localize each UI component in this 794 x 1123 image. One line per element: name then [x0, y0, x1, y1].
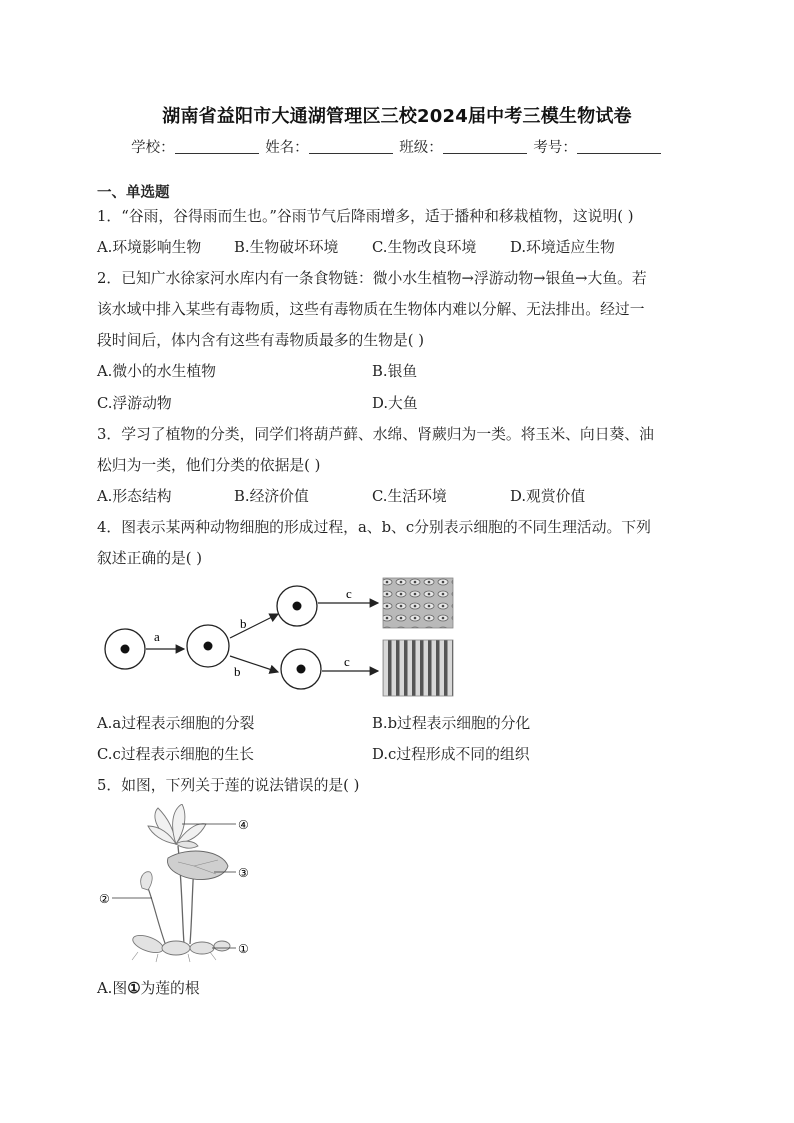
- class-label: 班级：: [399, 140, 443, 156]
- cell-formation-diagram: [100, 576, 460, 700]
- school-field[interactable]: [175, 139, 259, 154]
- differentiated-cell-lower: [281, 649, 321, 689]
- q1-option-c[interactable]: C.生物改良环境: [372, 239, 477, 256]
- question-4-line-2: 叙述正确的是( ): [97, 550, 203, 567]
- label-a: a: [154, 629, 160, 644]
- question-2-line-1: 2．已知广水徐家河水库内有一条食物链：微小水生植物→浮游动物→银鱼→大鱼。若: [97, 270, 647, 287]
- question-1-text: 1．“谷雨，谷得雨而生也。”谷雨节气后降雨增多，适于播种和移栽植物，这说明( ): [97, 208, 634, 225]
- q5-option-a[interactable]: [97, 977, 200, 998]
- lotus-label-1: ①: [238, 942, 249, 956]
- q2-option-d[interactable]: D.大鱼: [372, 395, 418, 412]
- q1-option-d[interactable]: D.环境适应生物: [510, 239, 615, 256]
- lotus-diagram: [98, 804, 263, 964]
- name-label: 姓名：: [265, 140, 309, 156]
- q3-option-b[interactable]: B.经济价值: [234, 488, 309, 505]
- q5-option-a-prefix: A.图: [97, 980, 128, 997]
- divided-cell: [187, 625, 229, 667]
- q2-option-a[interactable]: A.微小的水生植物: [97, 363, 216, 380]
- q3-option-a[interactable]: A.形态结构: [97, 488, 172, 505]
- arrow-b-upper: [230, 614, 278, 638]
- q1-option-a[interactable]: A.环境影响生物: [97, 239, 202, 256]
- smooth-muscle-tissue-image: [383, 578, 453, 628]
- question-2-line-3: 段时间后，体内含有这些有毒物质最多的生物是( ): [97, 332, 424, 349]
- q4-option-c[interactable]: C.c过程表示细胞的生长: [97, 746, 254, 763]
- class-field[interactable]: [443, 139, 527, 154]
- q2-option-c[interactable]: C.浮游动物: [97, 395, 172, 412]
- q5-option-a-mark: ①: [127, 980, 141, 997]
- original-cell: [105, 629, 145, 669]
- question-5-text: 5．如图，下列关于莲的说法错误的是( ): [97, 777, 360, 794]
- section-heading: 一、单选题: [97, 185, 170, 201]
- question-3-line-2: 松归为一类，他们分类的依据是( ): [97, 457, 321, 474]
- question-2-line-2: 该水域中排入某些有毒物质，这些有毒物质在生物体内难以分解、无法排出。经过一: [97, 301, 645, 318]
- q1-option-b[interactable]: B.生物破坏环境: [234, 239, 339, 256]
- skeletal-muscle-tissue-image: [383, 640, 453, 696]
- label-c-upper: c: [346, 586, 352, 601]
- page-title: 湖南省益阳市大通湖管理区三校2024届中考三模生物试卷: [162, 106, 632, 127]
- school-label: 学校：: [131, 140, 175, 156]
- lotus-label-2: ②: [99, 892, 110, 906]
- q3-option-d[interactable]: D.观赏价值: [510, 488, 586, 505]
- question-3-line-1: 3．学习了植物的分类，同学们将葫芦藓、水绵、肾蕨归为一类。将玉米、向日葵、油: [97, 426, 654, 443]
- q4-option-b[interactable]: B.b过程表示细胞的分化: [372, 715, 531, 732]
- q4-option-d[interactable]: D.c过程形成不同的组织: [372, 746, 530, 763]
- q2-option-b[interactable]: B.银鱼: [372, 363, 418, 380]
- lotus-rhizome: [131, 932, 230, 962]
- q5-option-a-suffix: 为莲的根: [140, 980, 200, 997]
- differentiated-cell-upper: [277, 586, 317, 626]
- student-info-line: [0, 136, 794, 157]
- q3-option-c[interactable]: C.生活环境: [372, 488, 447, 505]
- number-field[interactable]: [577, 139, 661, 154]
- lotus-label-4: ④: [238, 818, 249, 832]
- q4-option-a[interactable]: A.a过程表示细胞的分裂: [97, 715, 255, 732]
- lotus-label-3: ③: [238, 866, 249, 880]
- lotus-flower-illustration: [148, 804, 206, 848]
- number-label: 考号：: [533, 140, 577, 156]
- label-b-lower: b: [234, 664, 241, 679]
- label-b-upper: b: [240, 616, 247, 631]
- label-c-lower: c: [344, 654, 350, 669]
- question-4-line-1: 4．图表示某两种动物细胞的形成过程，a、b、c分别表示细胞的不同生理活动。下列: [97, 519, 651, 536]
- lotus-bud: [141, 872, 152, 890]
- name-field[interactable]: [309, 139, 393, 154]
